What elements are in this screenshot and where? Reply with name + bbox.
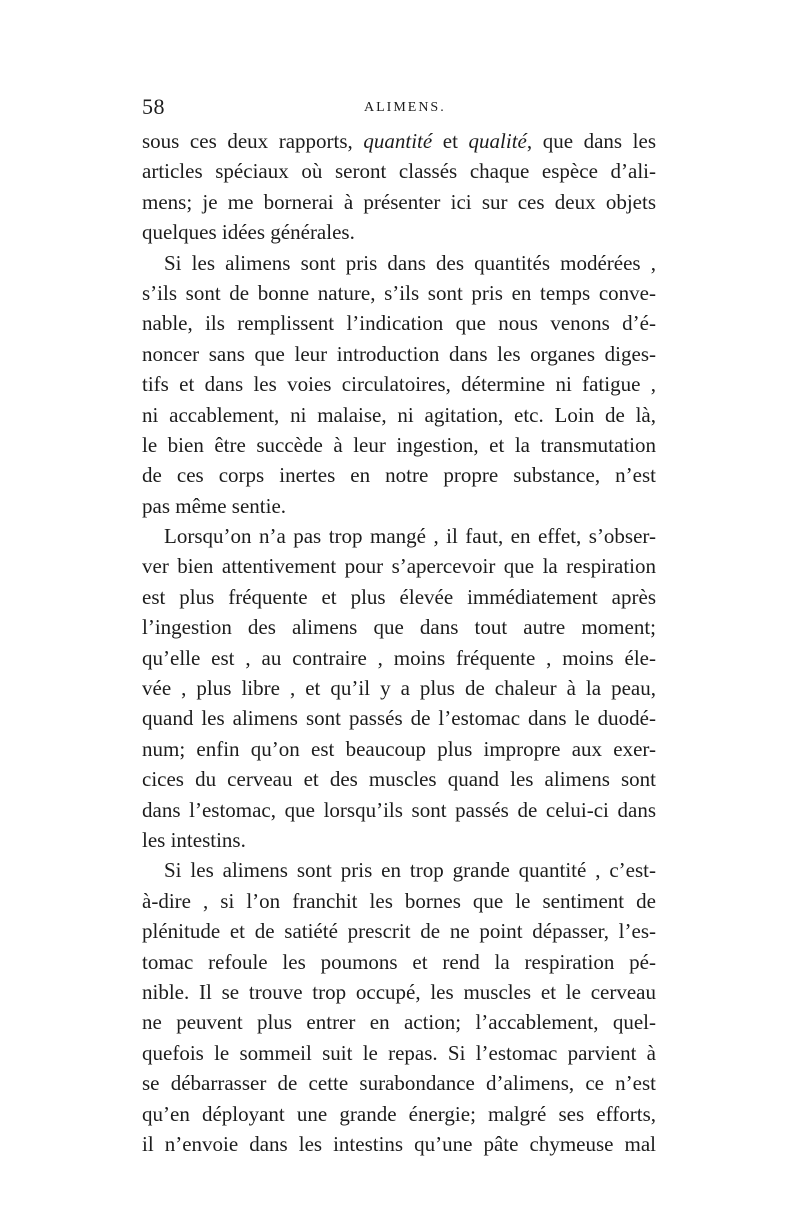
text-line: quelques idées générales.	[142, 220, 355, 245]
running-title: ALIMENS.	[364, 100, 446, 115]
text-line: num; enfin qu’on est beaucoup plus impropre aux exer-	[142, 736, 656, 761]
text-line: ver bien attentivement pour s’apercevoir que la respiration	[142, 554, 656, 579]
text-line: est plus fréquente et plus élevée immédiatement après	[142, 584, 656, 609]
text-line: l’ingestion des alimens que dans tout autre moment;	[142, 615, 656, 640]
text-line: plénitude et de satiété prescrit de ne point dépasser, l’es-	[142, 919, 656, 944]
text-line: cices du cerveau et des muscles quand les alimens sont	[142, 767, 656, 792]
text-line: noncer sans que leur introduction dans les organes diges-	[142, 341, 656, 366]
paragraph-start-line: Si les alimens sont pris en trop grande quantité , c’est-	[164, 858, 656, 883]
paragraph-start-line: Lorsqu’on n’a pas trop mangé , il faut, en effet, s’obser-	[164, 524, 656, 549]
body-text	[142, 126, 656, 1159]
text-line: ne peuvent plus entrer en action; l’accablement, quel-	[142, 1010, 656, 1035]
italic-term-quantite: quantité	[363, 129, 433, 153]
text-line: qu’elle est , au contraire , moins fréquente , moins éle-	[142, 645, 656, 670]
text-line: les intestins.	[142, 827, 246, 852]
text-line: à-dire , si l’on franchit les bornes que le sentiment de	[142, 888, 656, 913]
text-line: tifs et dans les voies circulatoires, détermine ni fatigue ,	[142, 372, 656, 397]
running-head	[142, 94, 662, 124]
text-line: mens; je me bornerai à présenter ici sur ces deux objets	[142, 189, 656, 214]
text-line: le bien être succède à leur ingestion, et la transmutation	[142, 432, 656, 457]
text-line: pas même sentie.	[142, 493, 287, 518]
text-line: de ces corps inertes en notre propre substance, n’est	[142, 463, 656, 488]
text-line: nable, ils remplissent l’indication que nous venons d’é-	[142, 311, 656, 336]
text-line: quand les alimens sont passés de l’estomac dans le duodé-	[142, 706, 656, 731]
italic-term-qualite: qualité	[468, 129, 527, 153]
text-line: sous ces deux rapports, quantité et qualité, que dans les	[142, 129, 656, 153]
text-line: il n’envoie dans les intestins qu’une pâte chymeuse mal	[142, 1131, 656, 1156]
text-line: se débarrasser de cette surabondance d’alimens, ce n’est	[142, 1071, 656, 1096]
text-line: tomac refoule les poumons et rend la respiration pé-	[142, 949, 656, 974]
text-line: nible. Il se trouve trop occupé, les muscles et le cerveau	[142, 979, 656, 1004]
page-number: 58	[142, 94, 165, 119]
text-line: qu’en déployant une grande énergie; malgré ses efforts,	[142, 1101, 656, 1126]
paragraph-start-line: Si les alimens sont pris dans des quantités modérées ,	[164, 250, 656, 275]
text-line: articles spéciaux où seront classés chaque espèce d’ali-	[142, 159, 656, 184]
text-line: s’ils sont de bonne nature, s’ils sont pris en temps conve-	[142, 280, 656, 305]
text-line: vée , plus libre , et qu’il y a plus de chaleur à la peau,	[142, 676, 656, 701]
text-line: quefois le sommeil suit le repas. Si l’estomac parvient à	[142, 1040, 656, 1065]
text-line: dans l’estomac, que lorsqu’ils sont passés de celui-ci dans	[142, 797, 656, 822]
text-line: ni accablement, ni malaise, ni agitation, etc. Loin de là,	[142, 402, 656, 427]
